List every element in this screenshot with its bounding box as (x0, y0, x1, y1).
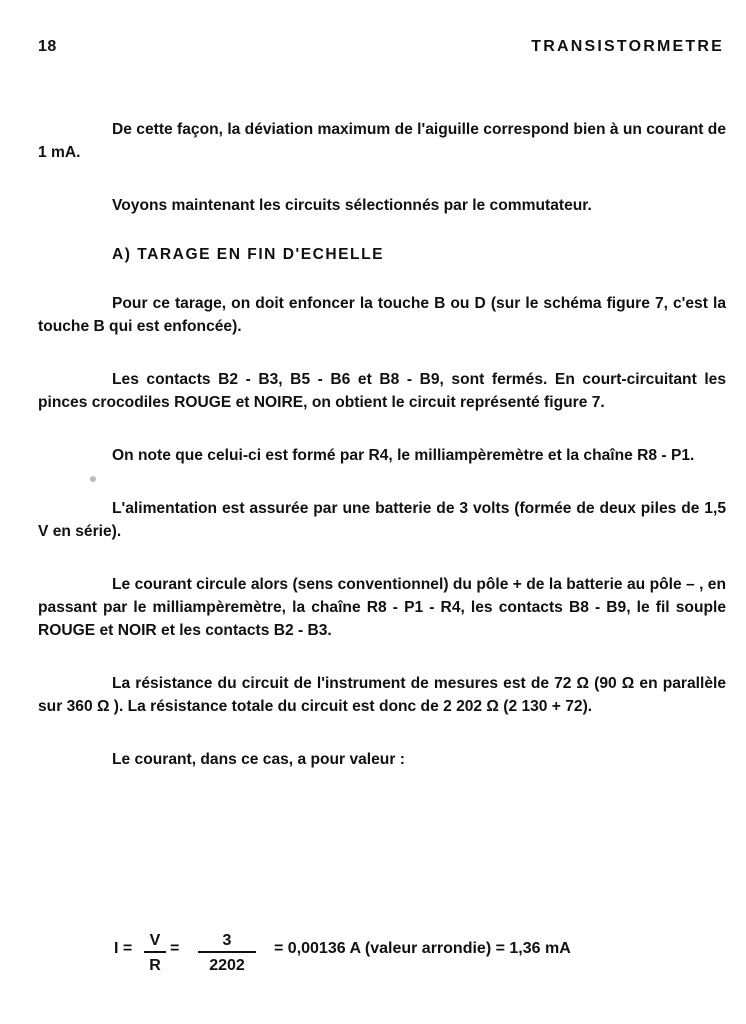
formula-lhs: I = (114, 940, 133, 957)
formula-equals: = (170, 940, 180, 957)
paragraph-circuit-composition: On note que celui-ci est formé par R4, le milliampèremètre et la chaîne R8 - P1. (112, 447, 695, 464)
page-header (38, 36, 724, 58)
paragraph-resistance: La résistance du circuit de l'instrument de mesures est de 72 Ω (90 Ω en parallèle sur 360 Ω ). La résistance totale du circuit est donc de 2 202 Ω (2 130 + 72). (38, 675, 726, 715)
paragraph-circuits: Voyons maintenant les circuits sélectionnés par le commutateur. (112, 197, 592, 214)
paragraph-contacts: Les contacts B2 - B3, B5 - B6 et B8 - B9, sont fermés. En court-circuitant les pinces crocodiles ROUGE et NOIRE, on obtient le circuit représenté figure 7. (38, 371, 726, 411)
paragraph-deviation: De cette façon, la déviation maximum de l'aiguille correspond bien à un courant de 1 mA. (38, 121, 726, 161)
formula-result: = 0,00136 A (valeur arrondie) = 1,36 mA (274, 940, 571, 957)
current-formula (110, 928, 710, 988)
running-title: TRANSISTORMETRE (531, 38, 724, 55)
body-text (38, 118, 726, 801)
paragraph-courant-circule: Le courant circule alors (sens conventionnel) du pôle + de la batterie au pôle – , en passant par le milliampèremètre, la chaîne R8 - P1 - R4, les contacts B8 - B9, le fil souple ROUGE et NOIR et les contacts B2 - B3. (38, 576, 726, 639)
paragraph-tarage: Pour ce tarage, on doit enfoncer la touche B ou D (sur le schéma figure 7, c'est la touche B qui est enfoncée). (38, 295, 726, 335)
paragraph-alimentation: L'alimentation est assurée par une batterie de 3 volts (formée de deux piles de 1,5 V en série). (38, 500, 726, 540)
page-number: 18 (38, 38, 57, 55)
paragraph-valeur-courant: Le courant, dans ce cas, a pour valeur : (112, 751, 405, 768)
fraction-denominator-r: R (149, 957, 161, 974)
fraction-numerator-v: V (144, 932, 166, 953)
fraction-3-over-2202 (198, 932, 256, 975)
fraction-denominator-2202: 2202 (209, 957, 245, 974)
fraction-numerator-3: 3 (198, 932, 256, 953)
fraction-v-over-r (144, 932, 166, 975)
section-heading: A) TARAGE EN FIN D'ECHELLE (112, 246, 384, 263)
